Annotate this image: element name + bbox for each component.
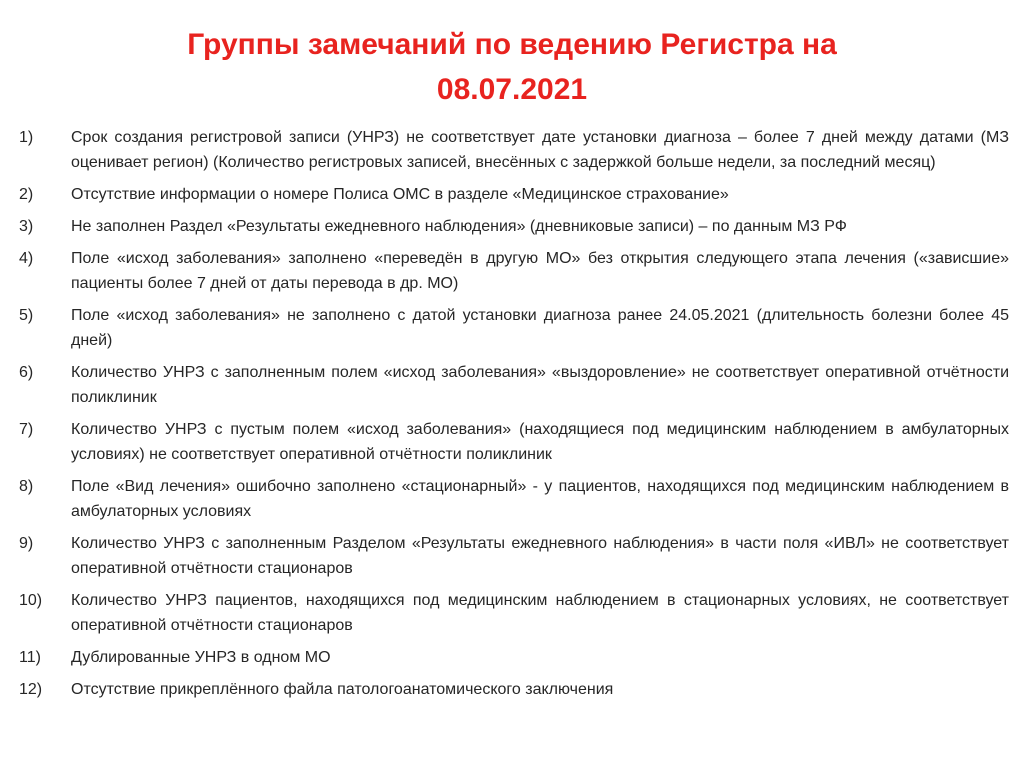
item-text: Количество УНРЗ с заполненным полем «исход заболевания» «выздоровление» не соответствует оперативной отчётности поликлиник — [71, 364, 1009, 406]
item-text: Отсутствие прикреплённого файла патологоанатомического заключения — [71, 681, 614, 698]
list-item — [0, 360, 1024, 410]
item-text: Поле «исход заболевания» заполнено «переведён в другую МО» без открытия следующего этапа лечения («зависшие» пациенты более 7 дней от даты перевода в др. МО) — [71, 250, 1009, 292]
list-item — [0, 303, 1024, 353]
list-item — [0, 246, 1024, 296]
item-number: 2) — [19, 186, 34, 203]
item-text: Поле «Вид лечения» ошибочно заполнено «стационарный» - у пациентов, находящихся под медицинским наблюдением в амбулаторных условиях — [71, 478, 1009, 520]
item-text: Не заполнен Раздел «Результаты ежедневного наблюдения» (дневниковые записи) – по данным МЗ РФ — [71, 218, 847, 235]
list-item — [0, 182, 1024, 207]
item-text: Количество УНРЗ с пустым полем «исход заболевания» (находящиеся под медицинским наблюдением в амбулаторных условиях) не соответствует оперативной отчётности поликлиник — [71, 421, 1009, 463]
item-text: Дублированные УНРЗ в одном МО — [71, 649, 331, 666]
item-number: 1) — [19, 129, 34, 146]
item-number: 5) — [19, 307, 34, 324]
item-number: 12) — [19, 681, 43, 698]
title-line-1: Группы замечаний по ведению Регистра на — [187, 28, 837, 61]
item-number: 9) — [19, 535, 34, 552]
item-number: 8) — [19, 478, 34, 495]
list-item — [0, 125, 1024, 175]
item-number: 11) — [19, 649, 41, 666]
item-text: Срок создания регистровой записи (УНРЗ) не соответствует дате установки диагноза – более 7 дней между датами (МЗ оценивает регион) (Количество регистровых записей, внесённых с задержкой больше недели, за последний месяц) — [71, 129, 1009, 171]
list-item — [0, 588, 1024, 638]
list-item — [0, 214, 1024, 239]
item-text: Количество УНРЗ пациентов, находящихся под медицинским наблюдением в стационарных условиях, не соответствует оперативной отчётности стационаров — [71, 592, 1009, 634]
item-number: 3) — [19, 218, 34, 235]
list-item — [0, 677, 1024, 702]
title-line-2: 08.07.2021 — [436, 73, 588, 106]
item-number: 6) — [19, 364, 34, 381]
item-text: Отсутствие информации о номере Полиса ОМС в разделе «Медицинское страхование» — [71, 186, 729, 203]
item-number: 10) — [19, 592, 43, 609]
list-item — [0, 474, 1024, 524]
item-number: 4) — [19, 250, 34, 267]
list-item — [0, 645, 1024, 670]
item-number: 7) — [19, 421, 34, 438]
item-text: Поле «исход заболевания» не заполнено с датой установки диагноза ранее 24.05.2021 (длительность болезни более 45 дней) — [71, 307, 1009, 349]
remarks-list — [0, 125, 1024, 709]
item-text: Количество УНРЗ с заполненным Разделом «Результаты ежедневного наблюдения» в части поля «ИВЛ» не соответствует оперативной отчётности стационаров — [71, 535, 1009, 577]
list-item — [0, 417, 1024, 467]
page-title — [60, 22, 964, 112]
list-item — [0, 531, 1024, 581]
